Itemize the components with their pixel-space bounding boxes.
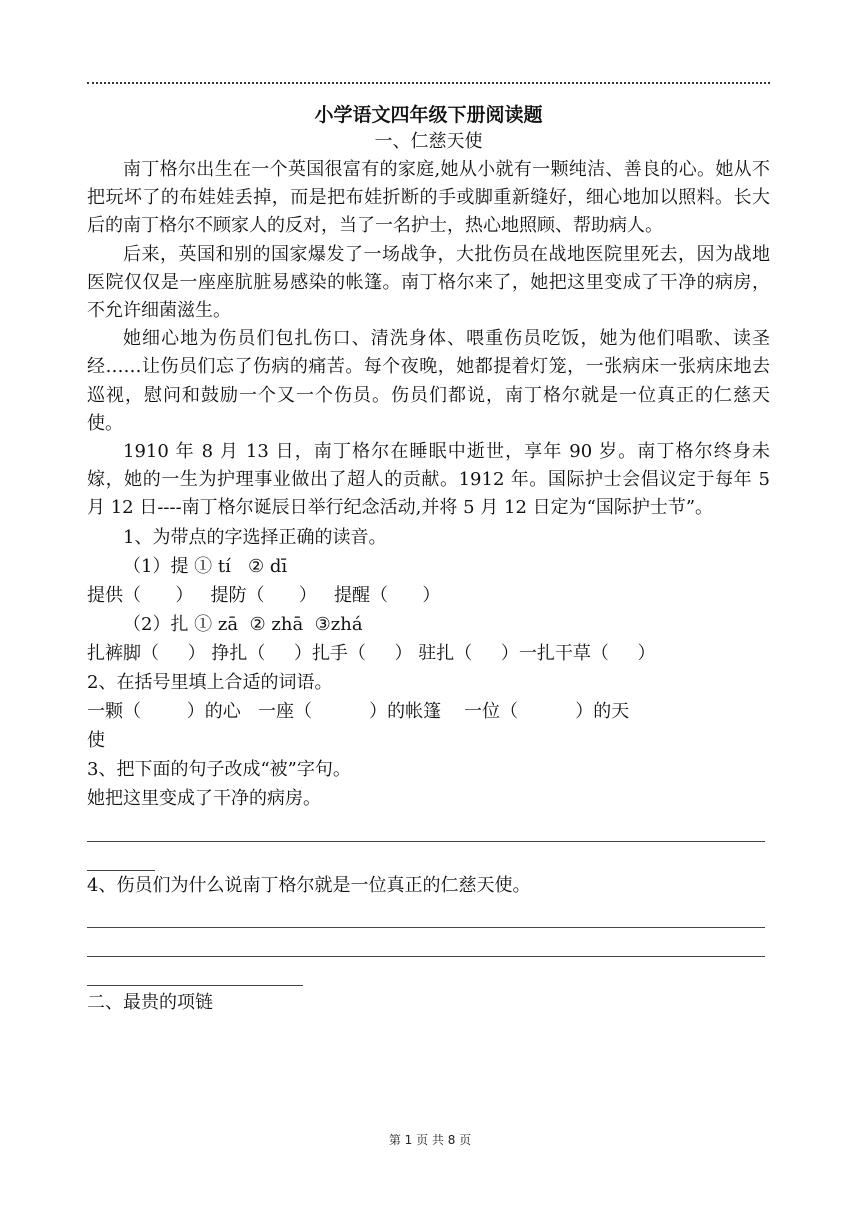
question-3-sentence: 她把这里变成了干净的病房。 bbox=[87, 787, 321, 809]
document-page bbox=[87, 102, 770, 1017]
section2-title: 二、最贵的项链 bbox=[87, 991, 213, 1013]
question-1-part2-items: 扎裤脚（ ） 挣扎（ ）扎手（ ） 驻扎（ ）一扎干草（ ） bbox=[87, 642, 656, 664]
answer-line[interactable] bbox=[87, 985, 303, 986]
document-title: 小学语文四年级下册阅读题 bbox=[314, 104, 543, 126]
question-1-part1-head: （1）提 ① tí ② dī bbox=[123, 555, 288, 577]
question-3-prompt: 3、把下面的句子改成“被”字句。 bbox=[87, 758, 351, 780]
paragraph-3: 她细心地为伤员们包扎伤口、清洗身体、喂重伤员吃饭，她为他们唱歌、读圣经……让伤员们忘了伤病的痛苦。每个夜晚，她都提着灯笼，一张病床一张病床地去巡视，慰问和鼓励一个又一个伤员。伤员们都说，南丁格尔就是一位真正的仁慈天使。 bbox=[87, 328, 770, 434]
question-1-prompt: 1、为带点的字选择正确的读音。 bbox=[123, 526, 387, 548]
section1-title: 一、仁慈天使 bbox=[374, 131, 483, 152]
paragraph-1: 南丁格尔出生在一个英国很富有的家庭,她从小就有一颗纯洁、善良的心。她从不把玩坏了的布娃娃丢掉，而是把布娃折断的手或脚重新缝好，细心地加以照料。长大后的南丁格尔不顾家人的反对，当了一名护士，热心地照顾、帮助病人。 bbox=[87, 159, 770, 237]
question-1-part1-items: 提供（ ） 提防（ ） 提醒（ ） bbox=[87, 584, 441, 606]
paragraph-2: 后来，英国和别的国家爆发了一场战争，大批伤员在战地医院里死去，因为战地医院仅仅是一座座肮脏易感染的帐篷。南丁格尔来了，她把这里变成了干净的病房，不允许细菌滋生。 bbox=[87, 243, 770, 322]
paragraph-4: 1910 年 8 月 13 日，南丁格尔在睡眠中逝世，享年 90 岁。南丁格尔终身未嫁，她的一生为护理事业做出了超人的贡献。1912 年。国际护士会倡议定于每年 5 月 12 日----南丁格尔诞辰日举行纪念活动,并将 5 月 12 日定为“国际护士节”。 bbox=[87, 441, 770, 519]
top-dotted-rule bbox=[87, 82, 770, 84]
question-1-part2-head: （2）扎 ① zā ② zhā ③zhá bbox=[123, 613, 363, 635]
question-2-line-2: 使 bbox=[87, 729, 105, 751]
question-2-line-1: 一颗（ ）的心 一座（ ）的帐篷 一位（ ）的天 bbox=[87, 700, 630, 722]
question-4-prompt: 4、伤员们为什么说南丁格尔就是一位真正的仁慈天使。 bbox=[87, 874, 531, 896]
question-2-prompt: 2、在括号里填上合适的词语。 bbox=[87, 671, 333, 693]
page-footer: 第 1 页 共 8 页 bbox=[388, 1133, 472, 1147]
